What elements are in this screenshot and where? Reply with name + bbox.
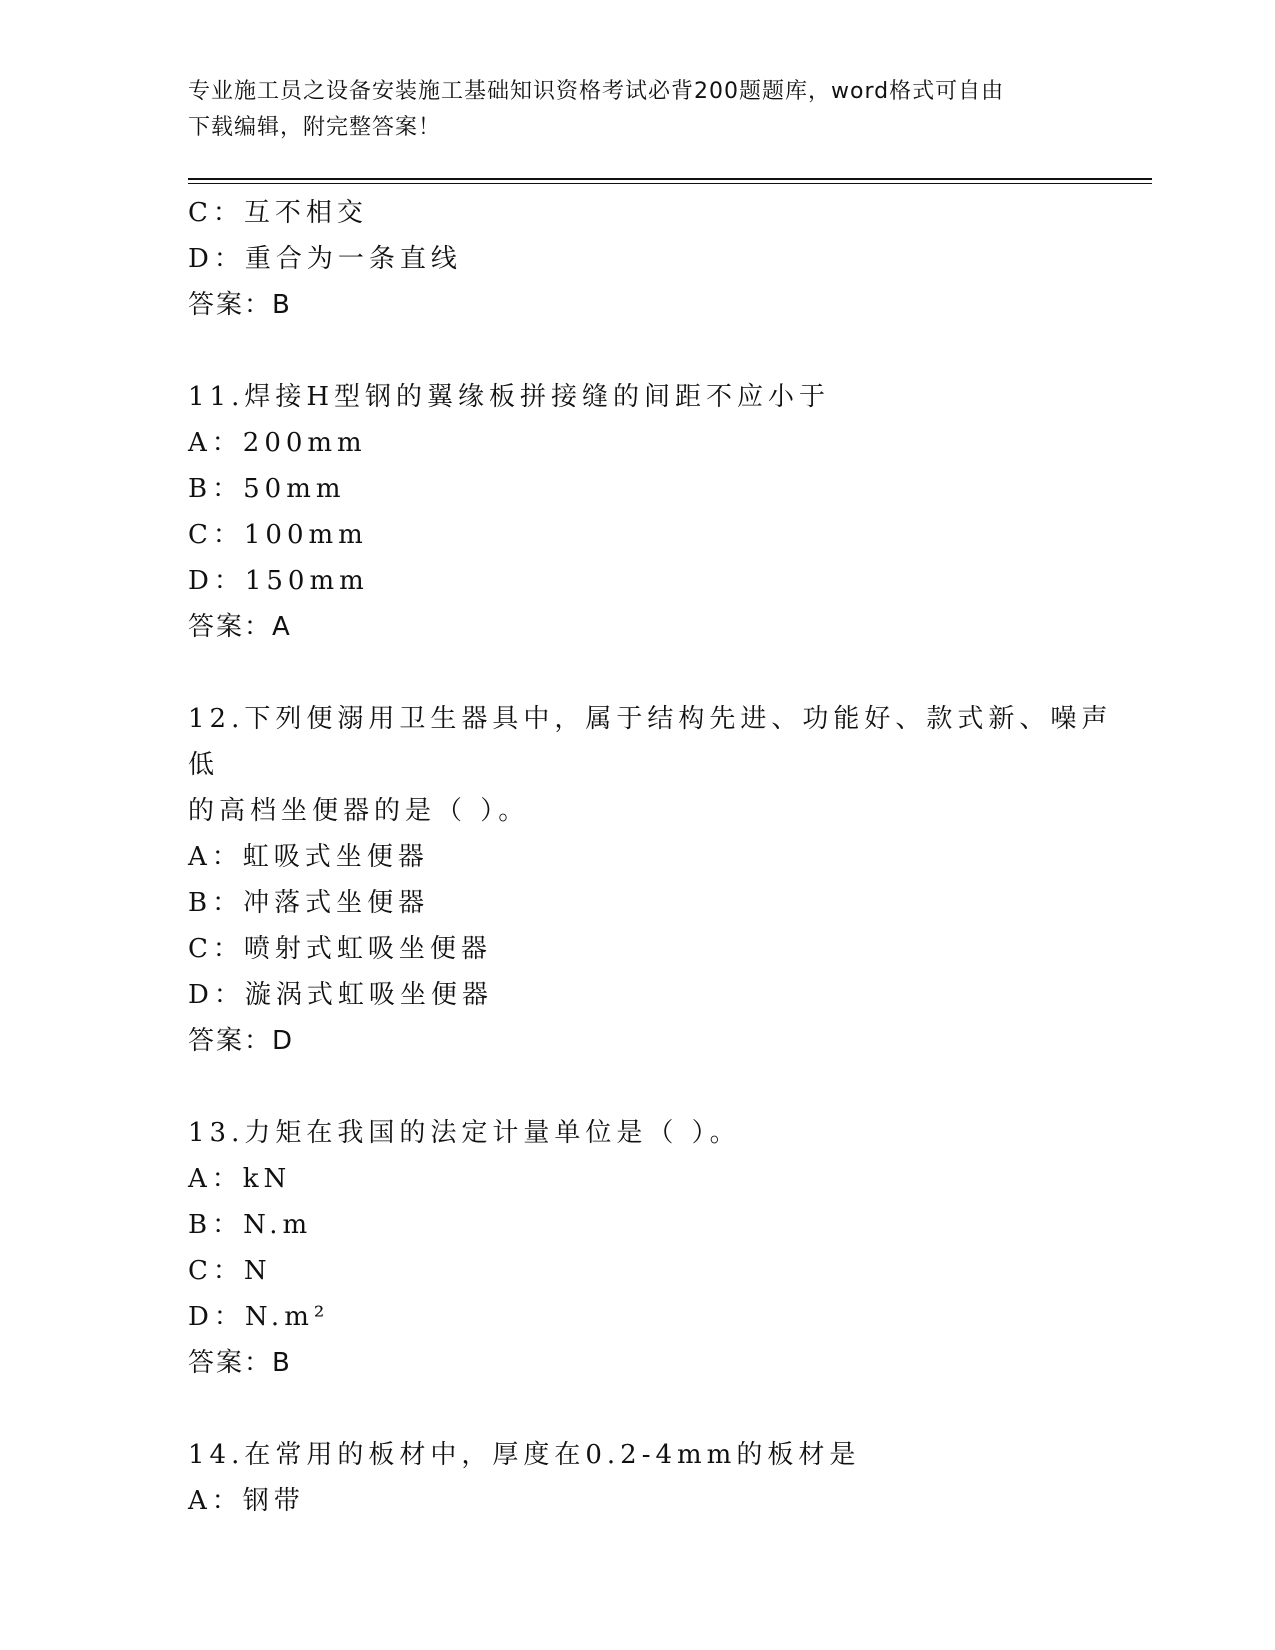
option-c: C：喷射式虹吸坐便器 [188, 934, 492, 964]
question-title: 13.力矩在我国的法定计量单位是（ ）。 [188, 1118, 741, 1148]
option-c: C：互不相交 [188, 198, 368, 228]
option-d: D：重合为一条直线 [188, 244, 462, 274]
header-divider-thin [188, 183, 1152, 184]
option-b: B：冲落式坐便器 [188, 888, 430, 918]
option-d: D：漩涡式虹吸坐便器 [188, 980, 493, 1010]
question-12 [188, 696, 1138, 1064]
question-14 [188, 1432, 1138, 1524]
question-title: 11.焊接H型钢的翼缘板拼接缝的间距不应小于 [188, 382, 831, 412]
document-header [188, 74, 1088, 146]
option-a: A：200mm [188, 428, 367, 458]
option-a: A：钢带 [188, 1486, 305, 1516]
header-line-1: 专业施工员之设备安装施工基础知识资格考试必背200题题库，word格式可自由 [188, 79, 1005, 104]
question-list [188, 190, 1138, 1524]
header-divider-thick [188, 178, 1152, 180]
option-a: A：kN [188, 1164, 292, 1194]
spacer [188, 1064, 1138, 1110]
option-a: A：虹吸式坐便器 [188, 842, 429, 872]
option-c: C：N [188, 1256, 272, 1286]
question-title-line-1: 12.下列便溺用卫生器具中，属于结构先进、功能好、款式新、噪声低 [188, 704, 1113, 780]
question-10-tail [188, 190, 1138, 328]
question-title: 14.在常用的板材中，厚度在0.2-4mm的板材是 [188, 1440, 861, 1470]
question-11 [188, 374, 1138, 650]
question-13 [188, 1110, 1138, 1386]
answer-line: 答案：A [188, 612, 292, 642]
option-b: B：N.m [188, 1210, 313, 1240]
option-d: D：150mm [188, 566, 369, 596]
spacer [188, 328, 1138, 374]
question-title-line-2: 的高档坐便器的是（ ）。 [188, 796, 530, 826]
answer-line: 答案：B [188, 290, 292, 320]
option-b: B：50mm [188, 474, 346, 504]
option-d: D：N.m² [188, 1302, 330, 1332]
answer-line: 答案：B [188, 1348, 292, 1378]
option-c: C：100mm [188, 520, 368, 550]
spacer [188, 650, 1138, 696]
header-line-2: 下载编辑，附完整答案！ [188, 115, 442, 140]
answer-line: 答案：D [188, 1026, 295, 1056]
spacer [188, 1386, 1138, 1432]
